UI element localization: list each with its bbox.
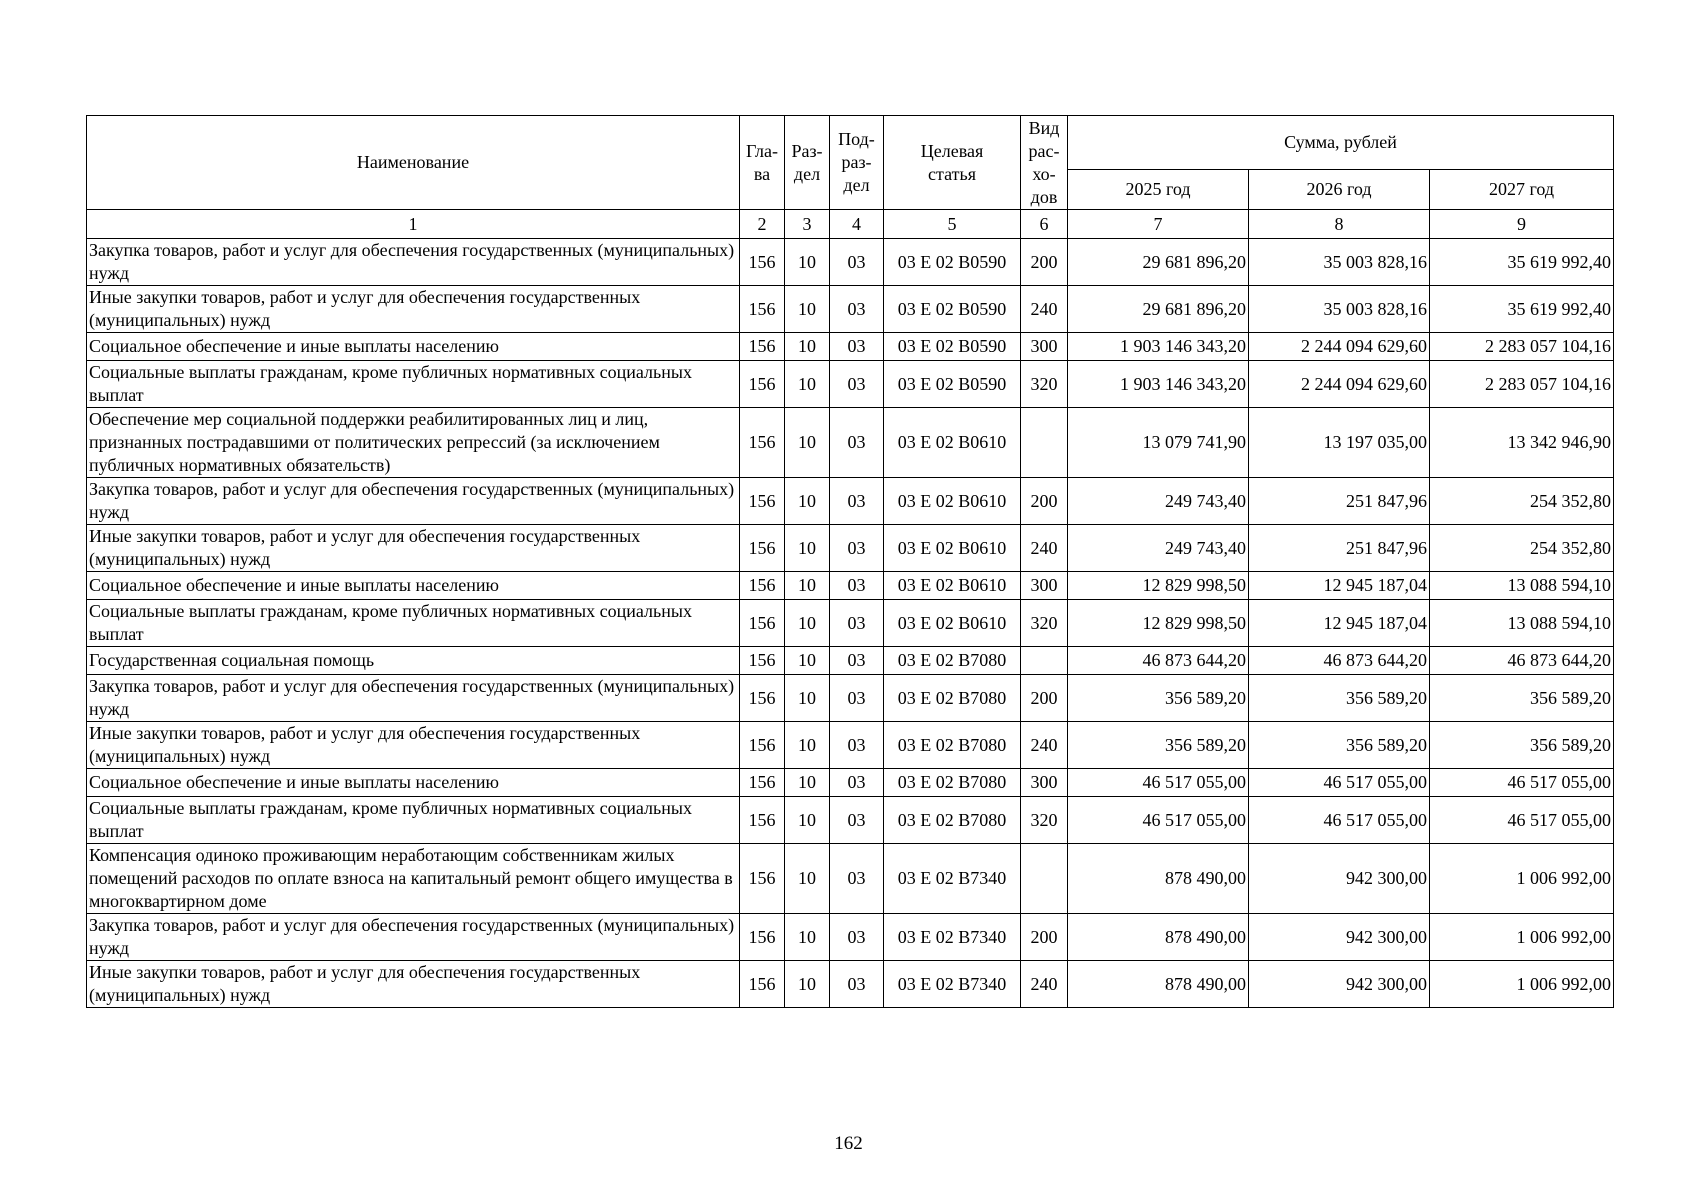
row-expense-type: 200 [1021, 478, 1068, 525]
row-amount-2026: 356 589,20 [1249, 675, 1430, 722]
row-section: 10 [785, 844, 830, 914]
row-name: Закупка товаров, работ и услуг для обеспечения государственных (муниципальных) нужд [87, 239, 740, 286]
row-amount-2027: 1 006 992,00 [1430, 961, 1614, 1008]
row-name: Иные закупки товаров, работ и услуг для обеспечения государственных (муниципальных) нужд [87, 722, 740, 769]
row-name: Социальные выплаты гражданам, кроме публичных нормативных социальных выплат [87, 600, 740, 647]
row-subsection: 03 [830, 525, 884, 572]
row-name: Иные закупки товаров, работ и услуг для обеспечения государственных (муниципальных) нужд [87, 961, 740, 1008]
row-amount-2026: 35 003 828,16 [1249, 286, 1430, 333]
table-body [87, 239, 1614, 1008]
row-expense-type: 320 [1021, 797, 1068, 844]
row-amount-2025: 249 743,40 [1068, 525, 1249, 572]
row-chapter: 156 [740, 797, 785, 844]
row-target-article: 03 Е 02 В7080 [884, 769, 1021, 797]
row-section: 10 [785, 333, 830, 361]
row-subsection: 03 [830, 722, 884, 769]
header-year-2027: 2027 год [1430, 170, 1614, 210]
row-section: 10 [785, 525, 830, 572]
row-section: 10 [785, 961, 830, 1008]
row-amount-2027: 35 619 992,40 [1430, 239, 1614, 286]
row-amount-2027: 356 589,20 [1430, 722, 1614, 769]
row-section: 10 [785, 239, 830, 286]
row-name: Социальные выплаты гражданам, кроме публичных нормативных социальных выплат [87, 797, 740, 844]
row-subsection: 03 [830, 769, 884, 797]
row-target-article: 03 Е 02 В0610 [884, 408, 1021, 478]
row-amount-2025: 29 681 896,20 [1068, 286, 1249, 333]
budget-table [86, 115, 1614, 1008]
row-target-article: 03 Е 02 В7080 [884, 722, 1021, 769]
row-amount-2026: 12 945 187,04 [1249, 600, 1430, 647]
column-number: 3 [785, 210, 830, 239]
row-subsection: 03 [830, 239, 884, 286]
table-row [87, 600, 1614, 647]
row-name: Иные закупки товаров, работ и услуг для обеспечения государственных (муниципальных) нужд [87, 286, 740, 333]
row-expense-type: 200 [1021, 914, 1068, 961]
row-amount-2027: 254 352,80 [1430, 525, 1614, 572]
row-subsection: 03 [830, 914, 884, 961]
row-amount-2026: 46 517 055,00 [1249, 769, 1430, 797]
row-subsection: 03 [830, 361, 884, 408]
row-amount-2027: 2 283 057 104,16 [1430, 333, 1614, 361]
row-amount-2026: 46 517 055,00 [1249, 797, 1430, 844]
row-amount-2027: 13 088 594,10 [1430, 572, 1614, 600]
row-chapter: 156 [740, 675, 785, 722]
row-chapter: 156 [740, 961, 785, 1008]
row-amount-2026: 942 300,00 [1249, 961, 1430, 1008]
table-row [87, 769, 1614, 797]
row-amount-2025: 13 079 741,90 [1068, 408, 1249, 478]
table-row [87, 478, 1614, 525]
table-row [87, 914, 1614, 961]
header-sum: Сумма, рублей [1068, 116, 1614, 170]
header-chapter: Гла- ва [740, 116, 785, 210]
header-target: Целевая статья [884, 116, 1021, 210]
row-name: Социальное обеспечение и иные выплаты населению [87, 572, 740, 600]
row-amount-2027: 1 006 992,00 [1430, 844, 1614, 914]
row-name: Социальное обеспечение и иные выплаты населению [87, 769, 740, 797]
row-section: 10 [785, 675, 830, 722]
row-chapter: 156 [740, 478, 785, 525]
column-number: 6 [1021, 210, 1068, 239]
row-section: 10 [785, 408, 830, 478]
column-number: 2 [740, 210, 785, 239]
row-chapter: 156 [740, 722, 785, 769]
row-amount-2025: 356 589,20 [1068, 722, 1249, 769]
row-section: 10 [785, 797, 830, 844]
row-amount-2027: 254 352,80 [1430, 478, 1614, 525]
row-amount-2025: 356 589,20 [1068, 675, 1249, 722]
row-subsection: 03 [830, 286, 884, 333]
row-name: Обеспечение мер социальной поддержки реабилитированных лиц и лиц, признанных пострадавшими от политических репрессий (за исключением публичных нормативных обязательств) [87, 408, 740, 478]
row-chapter: 156 [740, 600, 785, 647]
table-row [87, 408, 1614, 478]
row-chapter: 156 [740, 525, 785, 572]
table-row [87, 844, 1614, 914]
row-expense-type: 200 [1021, 675, 1068, 722]
row-section: 10 [785, 286, 830, 333]
row-amount-2025: 1 903 146 343,20 [1068, 333, 1249, 361]
column-number: 9 [1430, 210, 1614, 239]
row-target-article: 03 Е 02 В7080 [884, 797, 1021, 844]
row-section: 10 [785, 572, 830, 600]
row-chapter: 156 [740, 647, 785, 675]
header-section: Раз- дел [785, 116, 830, 210]
row-amount-2026: 35 003 828,16 [1249, 239, 1430, 286]
row-target-article: 03 Е 02 В0590 [884, 361, 1021, 408]
row-amount-2026: 356 589,20 [1249, 722, 1430, 769]
table-row [87, 797, 1614, 844]
row-name: Иные закупки товаров, работ и услуг для обеспечения государственных (муниципальных) нужд [87, 525, 740, 572]
row-amount-2025: 46 517 055,00 [1068, 769, 1249, 797]
row-target-article: 03 Е 02 В0610 [884, 478, 1021, 525]
row-amount-2027: 13 342 946,90 [1430, 408, 1614, 478]
row-target-article: 03 Е 02 В7340 [884, 914, 1021, 961]
row-chapter: 156 [740, 408, 785, 478]
row-section: 10 [785, 647, 830, 675]
table-row [87, 286, 1614, 333]
row-target-article: 03 Е 02 В7340 [884, 961, 1021, 1008]
row-amount-2026: 251 847,96 [1249, 478, 1430, 525]
row-section: 10 [785, 722, 830, 769]
row-amount-2025: 12 829 998,50 [1068, 600, 1249, 647]
row-expense-type: 240 [1021, 525, 1068, 572]
row-amount-2025: 878 490,00 [1068, 914, 1249, 961]
row-amount-2026: 13 197 035,00 [1249, 408, 1430, 478]
table-row [87, 239, 1614, 286]
table-row [87, 722, 1614, 769]
row-subsection: 03 [830, 675, 884, 722]
row-expense-type [1021, 408, 1068, 478]
header-expense-type: Вид рас- хо- дов [1021, 116, 1068, 210]
row-amount-2026: 12 945 187,04 [1249, 572, 1430, 600]
row-target-article: 03 Е 02 В7080 [884, 647, 1021, 675]
column-number: 7 [1068, 210, 1249, 239]
table-row [87, 647, 1614, 675]
row-name: Закупка товаров, работ и услуг для обеспечения государственных (муниципальных) нужд [87, 478, 740, 525]
row-subsection: 03 [830, 600, 884, 647]
row-amount-2027: 1 006 992,00 [1430, 914, 1614, 961]
row-target-article: 03 Е 02 В7340 [884, 844, 1021, 914]
row-amount-2026: 2 244 094 629,60 [1249, 333, 1430, 361]
row-target-article: 03 Е 02 В7080 [884, 675, 1021, 722]
row-amount-2027: 46 517 055,00 [1430, 797, 1614, 844]
row-name: Закупка товаров, работ и услуг для обеспечения государственных (муниципальных) нужд [87, 675, 740, 722]
row-expense-type: 240 [1021, 286, 1068, 333]
row-expense-type: 240 [1021, 722, 1068, 769]
row-amount-2025: 46 873 644,20 [1068, 647, 1249, 675]
row-target-article: 03 Е 02 В0590 [884, 286, 1021, 333]
header-name: Наименование [87, 116, 740, 210]
header-year-2025: 2025 год [1068, 170, 1249, 210]
row-subsection: 03 [830, 408, 884, 478]
header-subsection: Под- раз- дел [830, 116, 884, 210]
row-chapter: 156 [740, 914, 785, 961]
column-number: 5 [884, 210, 1021, 239]
row-expense-type: 240 [1021, 961, 1068, 1008]
row-target-article: 03 Е 02 В0610 [884, 600, 1021, 647]
column-number: 4 [830, 210, 884, 239]
table-row [87, 525, 1614, 572]
row-chapter: 156 [740, 239, 785, 286]
row-amount-2025: 1 903 146 343,20 [1068, 361, 1249, 408]
table-row [87, 572, 1614, 600]
row-expense-type [1021, 647, 1068, 675]
row-target-article: 03 Е 02 В0590 [884, 239, 1021, 286]
table-row [87, 675, 1614, 722]
row-amount-2026: 942 300,00 [1249, 844, 1430, 914]
column-number: 1 [87, 210, 740, 239]
row-name: Государственная социальная помощь [87, 647, 740, 675]
row-subsection: 03 [830, 478, 884, 525]
row-target-article: 03 Е 02 В0610 [884, 572, 1021, 600]
row-chapter: 156 [740, 769, 785, 797]
row-subsection: 03 [830, 647, 884, 675]
row-amount-2025: 249 743,40 [1068, 478, 1249, 525]
table-row [87, 361, 1614, 408]
row-chapter: 156 [740, 361, 785, 408]
row-expense-type: 200 [1021, 239, 1068, 286]
header-year-2026: 2026 год [1249, 170, 1430, 210]
row-amount-2027: 356 589,20 [1430, 675, 1614, 722]
row-chapter: 156 [740, 286, 785, 333]
row-expense-type: 300 [1021, 333, 1068, 361]
row-section: 10 [785, 769, 830, 797]
row-target-article: 03 Е 02 В0610 [884, 525, 1021, 572]
row-amount-2027: 2 283 057 104,16 [1430, 361, 1614, 408]
row-section: 10 [785, 914, 830, 961]
row-amount-2027: 35 619 992,40 [1430, 286, 1614, 333]
row-amount-2026: 46 873 644,20 [1249, 647, 1430, 675]
row-subsection: 03 [830, 572, 884, 600]
table-row [87, 961, 1614, 1008]
row-expense-type: 300 [1021, 572, 1068, 600]
table-row [87, 333, 1614, 361]
row-target-article: 03 Е 02 В0590 [884, 333, 1021, 361]
row-name: Социальное обеспечение и иные выплаты населению [87, 333, 740, 361]
row-expense-type: 300 [1021, 769, 1068, 797]
row-section: 10 [785, 600, 830, 647]
row-subsection: 03 [830, 797, 884, 844]
page-number: 162 [834, 1133, 863, 1154]
row-amount-2027: 46 873 644,20 [1430, 647, 1614, 675]
row-amount-2025: 29 681 896,20 [1068, 239, 1249, 286]
column-number: 8 [1249, 210, 1430, 239]
row-expense-type [1021, 844, 1068, 914]
row-subsection: 03 [830, 961, 884, 1008]
row-section: 10 [785, 361, 830, 408]
row-amount-2025: 12 829 998,50 [1068, 572, 1249, 600]
row-amount-2025: 46 517 055,00 [1068, 797, 1249, 844]
row-chapter: 156 [740, 572, 785, 600]
row-amount-2025: 878 490,00 [1068, 961, 1249, 1008]
row-name: Компенсация одиноко проживающим неработающим собственникам жилых помещений расходов по оплате взноса на капитальный ремонт общего имущества в многоквартирном доме [87, 844, 740, 914]
row-amount-2025: 878 490,00 [1068, 844, 1249, 914]
row-expense-type: 320 [1021, 361, 1068, 408]
row-name: Закупка товаров, работ и услуг для обеспечения государственных (муниципальных) нужд [87, 914, 740, 961]
row-subsection: 03 [830, 844, 884, 914]
row-amount-2027: 46 517 055,00 [1430, 769, 1614, 797]
row-chapter: 156 [740, 844, 785, 914]
row-name: Социальные выплаты гражданам, кроме публичных нормативных социальных выплат [87, 361, 740, 408]
row-amount-2026: 2 244 094 629,60 [1249, 361, 1430, 408]
row-amount-2026: 942 300,00 [1249, 914, 1430, 961]
row-amount-2027: 13 088 594,10 [1430, 600, 1614, 647]
row-chapter: 156 [740, 333, 785, 361]
row-subsection: 03 [830, 333, 884, 361]
row-amount-2026: 251 847,96 [1249, 525, 1430, 572]
column-number-row [87, 210, 1614, 239]
row-expense-type: 320 [1021, 600, 1068, 647]
header-row-top [87, 116, 1614, 170]
row-section: 10 [785, 478, 830, 525]
